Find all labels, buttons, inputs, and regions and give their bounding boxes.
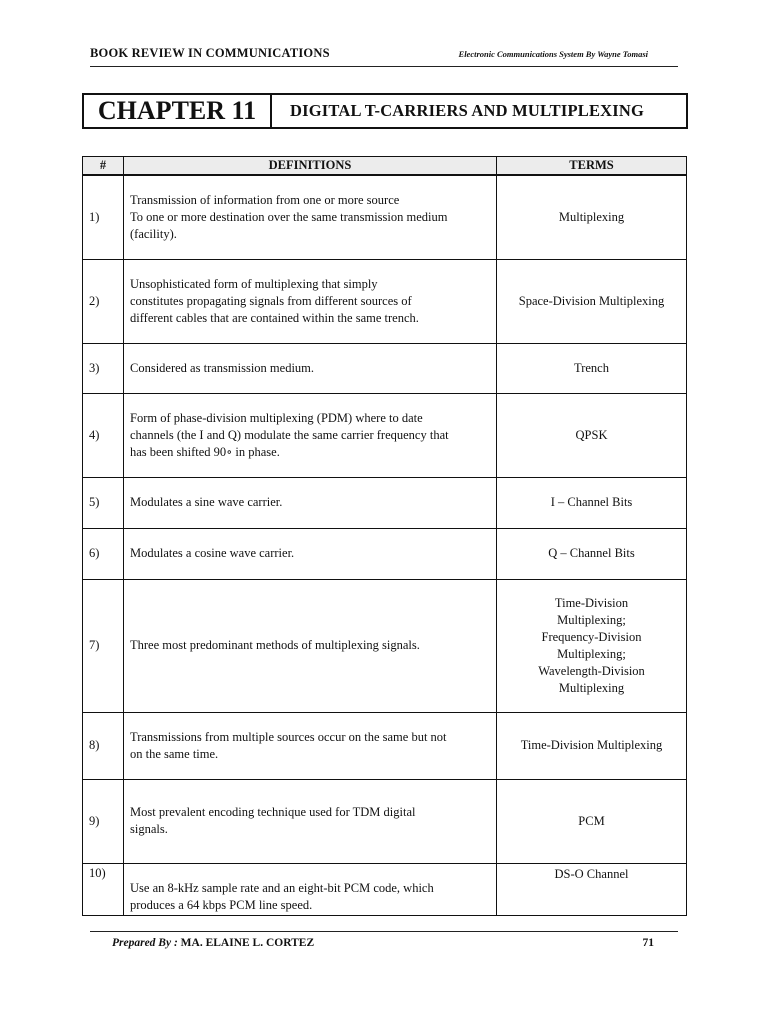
row-number: 2) xyxy=(83,259,124,343)
definition-line: on the same time. xyxy=(130,746,219,761)
row-number: 10) xyxy=(83,863,124,915)
definition-cell xyxy=(124,259,497,343)
table-row xyxy=(83,343,687,393)
table-header-row xyxy=(83,157,687,176)
definition-line: Three most predominant methods of multiplexing signals. xyxy=(130,638,420,652)
row-number: 3) xyxy=(83,343,124,393)
row-number: 6) xyxy=(83,528,124,579)
term-line: Time-Division xyxy=(554,595,629,610)
definition-line: Unsophisticated form of multiplexing that simply xyxy=(130,276,378,291)
table-row xyxy=(83,712,687,779)
column-header-number: # xyxy=(83,157,124,176)
chapter-heading xyxy=(82,93,688,129)
definition-line: signals. xyxy=(130,822,168,836)
table-row xyxy=(83,175,687,259)
definition-cell xyxy=(124,863,497,915)
book-review-title: BOOK REVIEW IN COMMUNICATIONS xyxy=(90,46,330,60)
term-line: Space-Division Multiplexing xyxy=(518,293,665,308)
table-row xyxy=(83,779,687,863)
definition-cell xyxy=(124,579,497,712)
definition-cell xyxy=(124,528,497,579)
definition-line: Transmission of information from one or more source xyxy=(130,192,400,207)
term-line: Trench xyxy=(574,360,609,375)
definition-cell xyxy=(124,477,497,528)
definition-line: Transmissions from multiple sources occur on the same but not xyxy=(130,729,447,744)
source-book-reference: Electronic Communications System By Wayne Tomasi xyxy=(458,49,648,59)
definition-cell xyxy=(124,779,497,863)
prepared-by-label: Prepared By : xyxy=(112,937,178,949)
definition-line: has been shifted 90∘ in phase. xyxy=(130,444,280,459)
term-line: Time-Division Multiplexing xyxy=(520,738,663,752)
term-line: Multiplexing xyxy=(558,209,625,224)
term-line: Multiplexing; xyxy=(557,646,626,661)
table-row xyxy=(83,393,687,477)
term-line: Wavelength-Division xyxy=(538,663,645,678)
table-row xyxy=(83,863,687,915)
term-line: I – Channel Bits xyxy=(550,495,633,509)
definition-line: Most prevalent encoding technique used for TDM digital xyxy=(130,805,416,819)
row-number: 9) xyxy=(83,779,124,863)
definition-line: channels (the I and Q) modulate the same carrier frequency that xyxy=(130,427,449,442)
term-line: PCM xyxy=(578,813,605,828)
row-number: 1) xyxy=(83,175,124,259)
definition-line: Form of phase-division multiplexing (PDM) where to date xyxy=(130,410,423,425)
definition-line: To one or more destination over the same transmission medium xyxy=(130,209,448,224)
term-line: Q – Channel Bits xyxy=(548,546,635,560)
term-line: Frequency-Division xyxy=(541,629,642,644)
definition-line: Modulates a sine wave carrier. xyxy=(130,495,283,509)
term-cell xyxy=(497,175,687,259)
page-header xyxy=(90,46,678,67)
definitions-table xyxy=(82,156,687,916)
table-row xyxy=(83,579,687,712)
prepared-by xyxy=(112,937,314,949)
row-number: 7) xyxy=(83,579,124,712)
term-cell xyxy=(497,528,687,579)
definition-cell xyxy=(124,175,497,259)
chapter-number: CHAPTER 11 xyxy=(84,95,272,127)
row-number: 5) xyxy=(83,477,124,528)
term-cell xyxy=(497,712,687,779)
definition-line: constitutes propagating signals from different sources of xyxy=(130,293,412,308)
table-row xyxy=(83,259,687,343)
column-header-definitions: DEFINITIONS xyxy=(124,157,497,176)
term-cell xyxy=(497,343,687,393)
term-cell xyxy=(497,393,687,477)
definition-line: produces a 64 kbps PCM line speed. xyxy=(130,897,313,912)
term-cell xyxy=(497,477,687,528)
term-line: Multiplexing; xyxy=(557,612,626,627)
definition-line: (facility). xyxy=(130,226,177,241)
definition-line: Considered as transmission medium. xyxy=(130,360,315,375)
column-header-terms: TERMS xyxy=(497,157,687,176)
term-line: QPSK xyxy=(575,427,608,442)
term-line: Multiplexing xyxy=(558,680,625,695)
definition-cell xyxy=(124,393,497,477)
definition-line: Use an 8-kHz sample rate and an eight-bit PCM code, which xyxy=(130,880,434,895)
row-number: 8) xyxy=(83,712,124,779)
row-number: 4) xyxy=(83,393,124,477)
term-cell xyxy=(497,259,687,343)
definition-cell xyxy=(124,343,497,393)
definition-line: different cables that are contained within the same trench. xyxy=(130,310,419,325)
table-row xyxy=(83,528,687,579)
term-cell xyxy=(497,779,687,863)
table-row xyxy=(83,477,687,528)
author-name: MA. ELAINE L. CORTEZ xyxy=(180,937,315,949)
term-cell xyxy=(497,863,687,915)
term-line: DS-O Channel xyxy=(554,866,629,881)
definition-cell xyxy=(124,712,497,779)
page-footer xyxy=(90,931,678,954)
page-number: 71 xyxy=(642,937,654,949)
definition-line: Modulates a cosine wave carrier. xyxy=(130,546,295,560)
term-cell xyxy=(497,579,687,712)
chapter-title: DIGITAL T-CARRIERS AND MULTIPLEXING xyxy=(290,101,645,120)
